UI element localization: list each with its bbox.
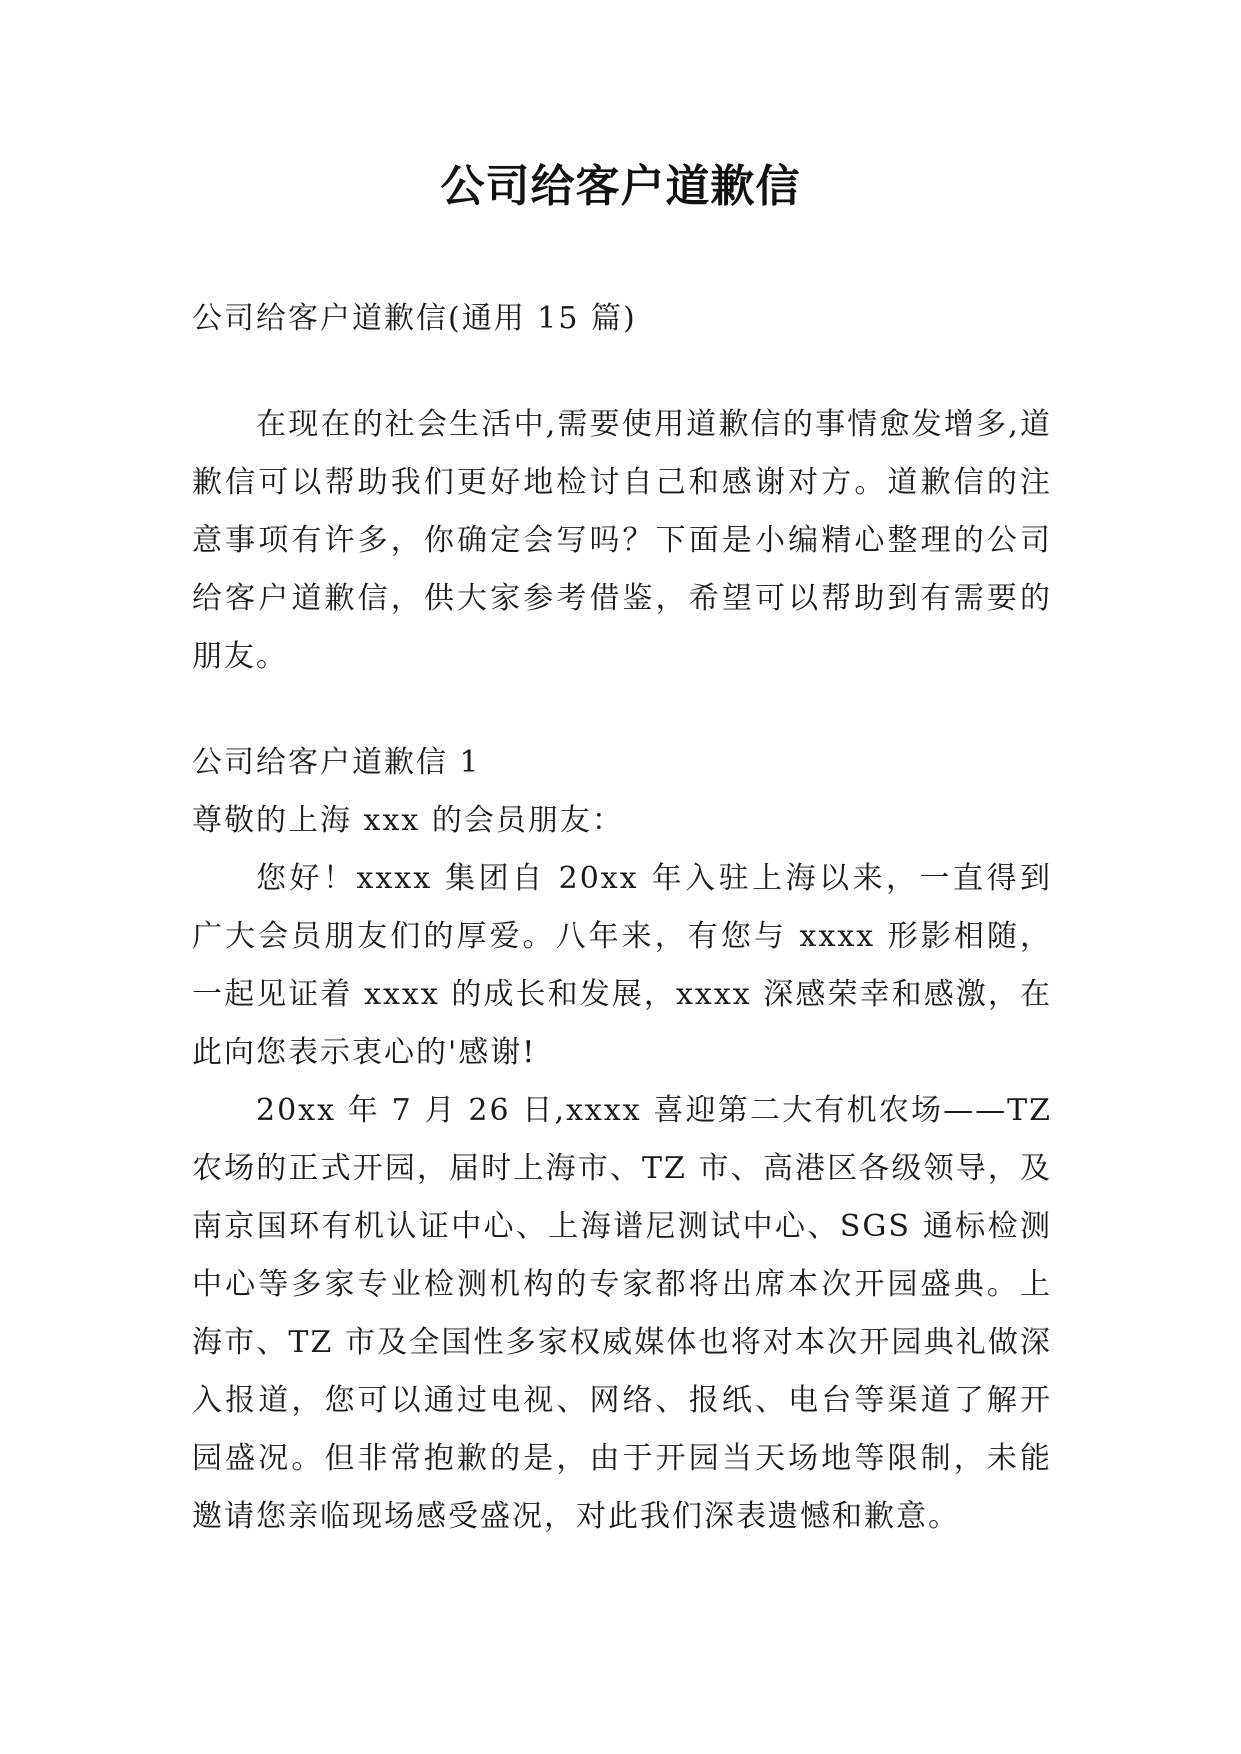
letter-paragraph: 20xx 年 7 月 26 日,xxxx 喜迎第二大有机农场——TZ 农场的正式开园，届时上海市、TZ 市、高港区各级领导，及南京国环有机认证中心、上海谱尼测试中心、SGS 通标检测中心等多家专业检测机构的专家都将出席本次开园盛典。上海市、TZ 市及全国性多家权威媒体也将对本次开园典礼做深入报道，您可以通过电视、网络、报纸、电台等渠道了解开园盛况。但非常抱歉的是，由于开园当天场地等限制，未能邀请您亲临现场感受盛况，对此我们深表遗憾和歉意。	[192, 1093, 1052, 1534]
document-title: 公司给客户道歉信	[440, 161, 801, 212]
section-heading: 公司给客户道歉信 1	[192, 745, 481, 780]
letter-salutation: 尊敬的上海 xxx 的会员朋友：	[192, 803, 624, 838]
intro-paragraph: 在现在的社会生活中,需要使用道歉信的事情愈发增多,道歉信可以帮助我们更好地检讨自己和感谢对方。道歉信的注意事项有许多，你确定会写吗？下面是小编精心整理的公司给客户道歉信，供大家参考借鉴，希望可以帮助到有需要的朋友。	[192, 407, 1052, 674]
document-subtitle: 公司给客户道歉信(通用 15 篇)	[192, 301, 637, 336]
letter-paragraph: 您好！xxxx 集团自 20xx 年入驻上海以来，一直得到广大会员朋友们的厚爱。八年来，有您与 xxxx 形影相随，一起见证着 xxxx 的成长和发展，xxxx 深感荣幸和感激，在此向您表示衷心的'感谢!	[192, 861, 1052, 1070]
document-body	[192, 290, 1052, 1546]
